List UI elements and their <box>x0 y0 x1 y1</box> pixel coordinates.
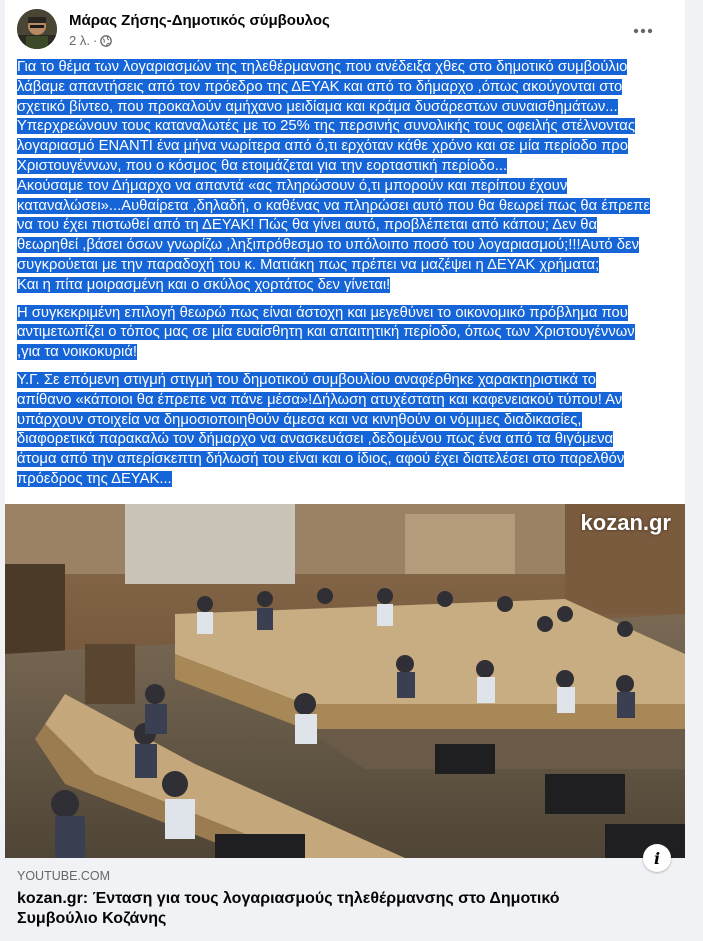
selected-text: Υπερχρεώνουν τους καταναλωτές με το 25% της περσινής συνολικής τους οφειλής στέλνοντας <box>17 118 635 135</box>
info-icon[interactable] <box>643 844 671 872</box>
post-time[interactable]: 2 λ. <box>69 33 90 48</box>
post-text-line <box>17 343 679 363</box>
meta-separator: · <box>92 33 98 48</box>
selected-text: αντιμετωπίζει ο τόπος μας σε μία ευαίσθητη και απαιτητική περίοδο, όπως των Χριστουγέννων <box>17 324 635 341</box>
post-text-line <box>17 177 679 197</box>
more-options-icon[interactable] <box>625 13 661 49</box>
link-preview-image[interactable] <box>5 504 685 858</box>
selected-text: θεωρηθεί ,βάσει όσων γνωρίζω ,ληξιπρόθεσμο το υπόλοιπο ποσό του λογαριασμού;!!!Αυτό δεν <box>17 237 640 254</box>
post-text-line <box>17 197 679 217</box>
author-avatar[interactable] <box>17 9 57 49</box>
selected-text: λογαριασμό ΕΝΑΝΤΙ ένα μήνα νωρίτερα από ό,τι ερχόταν κάθε χρόνο και σε μία περίοδο προ <box>17 138 628 155</box>
selected-text: Η συγκεκριμένη επιλογή θεωρώ πως είναι άστοχη και μεγεθύνει το οικονομικό πρόβλημα που <box>17 304 628 321</box>
post-text-line <box>17 391 679 411</box>
selected-text: Χριστουγέννων, που ο κόσμος θα ετοιμάζεται για την εορταστική περίοδο... <box>17 157 508 174</box>
post-text-line <box>17 216 679 236</box>
post-paragraph-1 <box>17 58 679 296</box>
selected-text: Υ.Γ. Σε επόμενη στιγμή στιγμή του δημοτικού συμβουλίου αναφέρθηκε χαρακτηριστικά το <box>17 371 596 388</box>
council-chamber-photo <box>5 504 685 858</box>
selected-text: Ακούσαμε τον Δήμαρχο να απαντά «ας πληρώσουν ό,τι μπορούν και περίπου έχουν <box>17 177 568 194</box>
author-name[interactable]: Μάρας Ζήσης-Δημοτικός σύμβουλος <box>69 12 330 29</box>
selected-text: καταναλώσει»...Αυθαίρετα ,δηλαδή, ο καθένας να πληρώσει αυτό που θα θεωρεί πως θα έπρεπε <box>17 197 650 214</box>
link-title-line-2: Συμβούλιο Κοζάνης <box>17 910 167 927</box>
selected-text: Και η πίτα μοιρασμένη και ο σκύλος χορτάτος δεν γίνεται! <box>17 276 391 293</box>
selected-text: πρόεδρος της ΔΕΥΑΚ... <box>17 470 172 487</box>
info-icon-label: i <box>653 848 661 868</box>
post-text-line <box>17 430 679 450</box>
globe-icon[interactable] <box>100 35 112 47</box>
post-meta <box>69 33 112 48</box>
video-watermark: kozan.gr <box>580 510 671 535</box>
post-header <box>17 9 673 53</box>
link-title-line-1: kozan.gr: Ένταση για τους λογαριασμούς τηλεθέρμανσης στο Δημοτικό <box>17 890 560 907</box>
post-body <box>17 58 679 498</box>
post-card <box>5 0 685 941</box>
selected-text: Για το θέμα των λογαριασμών της τηλεθέρμανσης που ανέδειξα χθες στο δημοτικό συμβούλιο <box>17 59 628 75</box>
selected-text: λάβαμε απαντήσεις από τον πρόεδρο της ΔΕΥΑΚ και από το δήμαρχο ,όπως ακούγονται στο <box>17 78 623 95</box>
link-source: YOUTUBE.COM <box>17 869 111 883</box>
post-text-line <box>17 371 679 391</box>
post-text-line <box>17 236 679 256</box>
post-text-line <box>17 304 679 324</box>
selected-text: υπάρχουν στοιχεία να δημοσιοποιηθούν άμεσα και να κινηθούν οι νόμιμες διαδικασίες, <box>17 411 582 428</box>
post-text-line <box>17 78 679 98</box>
selected-text: διαφορετικά παρακαλώ τον δήμαρχο να ανασκευάσει ,δεδομένου πως ένα από τα θιγόμενα <box>17 431 614 448</box>
post-text-line <box>17 117 679 137</box>
post-text-line <box>17 450 679 470</box>
selected-text: ,για τα νοικοκυριά! <box>17 344 137 361</box>
selected-text: συγκρούεται με την παραδοχή του κ. Ματιάκη πως πρέπει να μαζέψει η ΔΕΥΑΚ χρήματα; <box>17 256 600 273</box>
post-text-line <box>17 411 679 431</box>
post-text-line <box>17 276 679 296</box>
post-text-line <box>17 137 679 157</box>
post-text-line <box>17 470 679 490</box>
selected-text: άτομα από την απερίσκεπτη δήλωσή του είναι και ο ίδιος, αφού έχει διατελέσει στο παρελθόν <box>17 451 625 468</box>
post-text-line <box>17 323 679 343</box>
link-preview-info[interactable] <box>5 848 685 941</box>
post-paragraph-3 <box>17 371 679 490</box>
selected-text: να του έχει πιστωθεί από τη ΔΕΥΑΚ! Πώς θα γίνει αυτό, προβλέπεται από κάπου; Δεν θα <box>17 217 598 234</box>
post-paragraph-2 <box>17 304 679 363</box>
post-text-line <box>17 58 679 78</box>
selected-text: απίθανο «κάποιοι θα έπρεπε να πάνε μέσα»!Δήλωση ατυχέστατη και καφενειακού τύπου! Αν <box>17 391 623 408</box>
selected-text: σχετικό βίντεο, που προκαλούν αμήχανο μειδίαμα και κράμα δυσάρεστων συναισθημάτων... <box>17 98 618 115</box>
post-text-line <box>17 157 679 177</box>
post-text-line <box>17 98 679 118</box>
post-text-line <box>17 256 679 276</box>
link-title[interactable] <box>17 889 673 929</box>
